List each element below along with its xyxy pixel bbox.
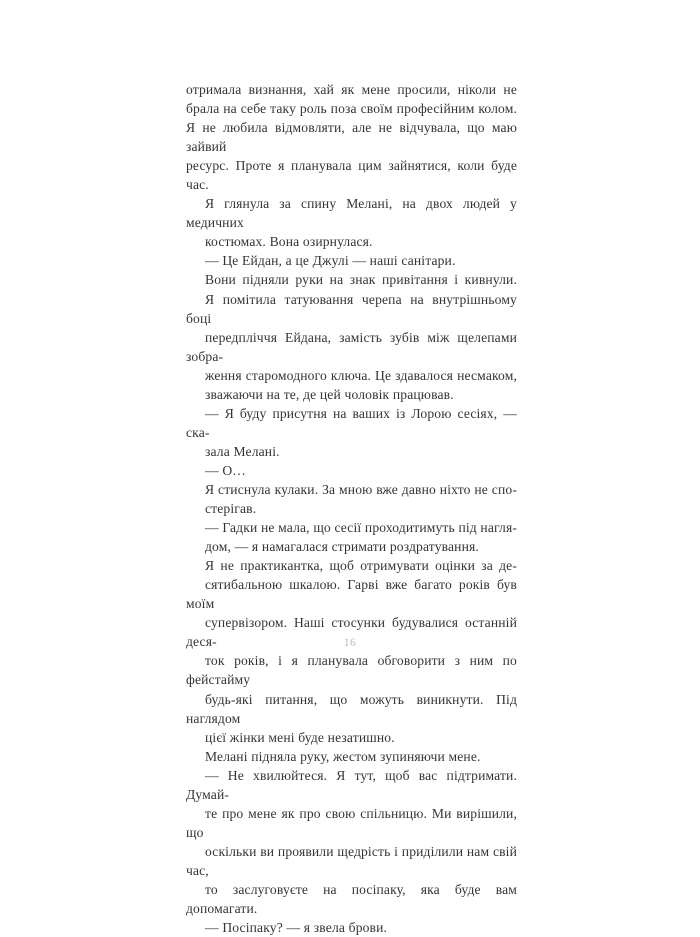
text-line: костюмах. Вона озирнулася. <box>205 234 373 250</box>
text-line: Я стиснула кулаки. За мною вже давно ніхто не спо- <box>205 481 517 497</box>
text-line: стерігав. <box>205 501 257 517</box>
text-line: цієї жінки мені буде незатишно. <box>205 729 395 745</box>
text-line: те про мене як про свою спільницю. Ми вирішили, що <box>186 805 521 840</box>
text-line: зважаючи на те, де цей чоловік працював. <box>205 386 454 402</box>
text-line: супервізором. Наші стосунки будувалися останній деся- <box>186 615 521 650</box>
text-line: — Це Ейдан, а це Джулі — наші санітари. <box>205 253 456 269</box>
paragraph <box>186 747 517 766</box>
text-line: — О… <box>205 462 247 478</box>
text-line: ток років, і я планувала обговорити з ним по фейстайму <box>186 653 521 688</box>
text-line: брала на себе таку роль поза своїм професійним колом. <box>186 101 517 117</box>
text-line: зала Мелані. <box>205 443 280 459</box>
text-line: — Я буду присутня на ваших із Лорою сесіях, — ска- <box>186 405 521 440</box>
paragraph <box>186 766 521 918</box>
text-line: то заслуговуєте на посіпаку, яка буде вам допомагати. <box>186 881 521 917</box>
text-line: Мелані підняла руку, жестом зупиняючи мене. <box>205 748 481 764</box>
text-line: ресурс. Проте я планувала цим зайнятися, коли буде час. <box>186 158 521 193</box>
text-line: передпліччя Ейдана, замість зубів між щелепами зобра- <box>186 329 521 364</box>
text-line: — Гадки не мала, що сесії проходитимуть під нагля- <box>205 520 517 536</box>
text-line: — Не хвилюйтеся. Я тут, щоб вас підтримати. Думай- <box>186 767 521 802</box>
text-line: Я не любила відмовляти, але не відчувала, що маю зайвий <box>186 120 521 155</box>
text-line: сятибальною шкалою. Гарві вже багато років був моїм <box>186 577 521 612</box>
text-line: будь-які питання, що можуть виникнути. Під наглядом <box>186 691 521 726</box>
text-line: Я помітила татуювання черепа на внутрішньому боці <box>186 291 521 326</box>
paragraph <box>186 556 521 746</box>
page-number: 16 <box>343 637 357 649</box>
paragraph <box>186 918 517 937</box>
paragraph <box>186 404 521 461</box>
paragraph <box>186 461 517 480</box>
paragraph <box>186 80 521 194</box>
text-line: оскільки ви проявили щедрість і приділили нам свій час, <box>186 843 521 878</box>
text-line: отримала визнання, хай як мене просили, ніколи не <box>186 82 517 97</box>
paragraph <box>186 480 517 518</box>
text-line: — Посіпаку? — я звела брови. <box>205 920 388 936</box>
paragraph <box>186 251 517 270</box>
paragraph <box>186 270 521 403</box>
paragraph <box>186 518 517 556</box>
text-line: Я глянула за спину Мелані, на двох людей у медичних <box>186 196 521 231</box>
text-line: Я не практикантка, щоб отримувати оцінки за де- <box>205 558 517 574</box>
paragraph <box>186 194 521 251</box>
text-line: дом, — я намагалася стримати роздратування. <box>205 539 479 555</box>
page-text-block <box>186 80 521 937</box>
text-line: Вони підняли руки на знак привітання і кивнули. <box>205 272 517 288</box>
text-line: ження старомодного ключа. Це здавалося несмаком, <box>205 367 517 383</box>
